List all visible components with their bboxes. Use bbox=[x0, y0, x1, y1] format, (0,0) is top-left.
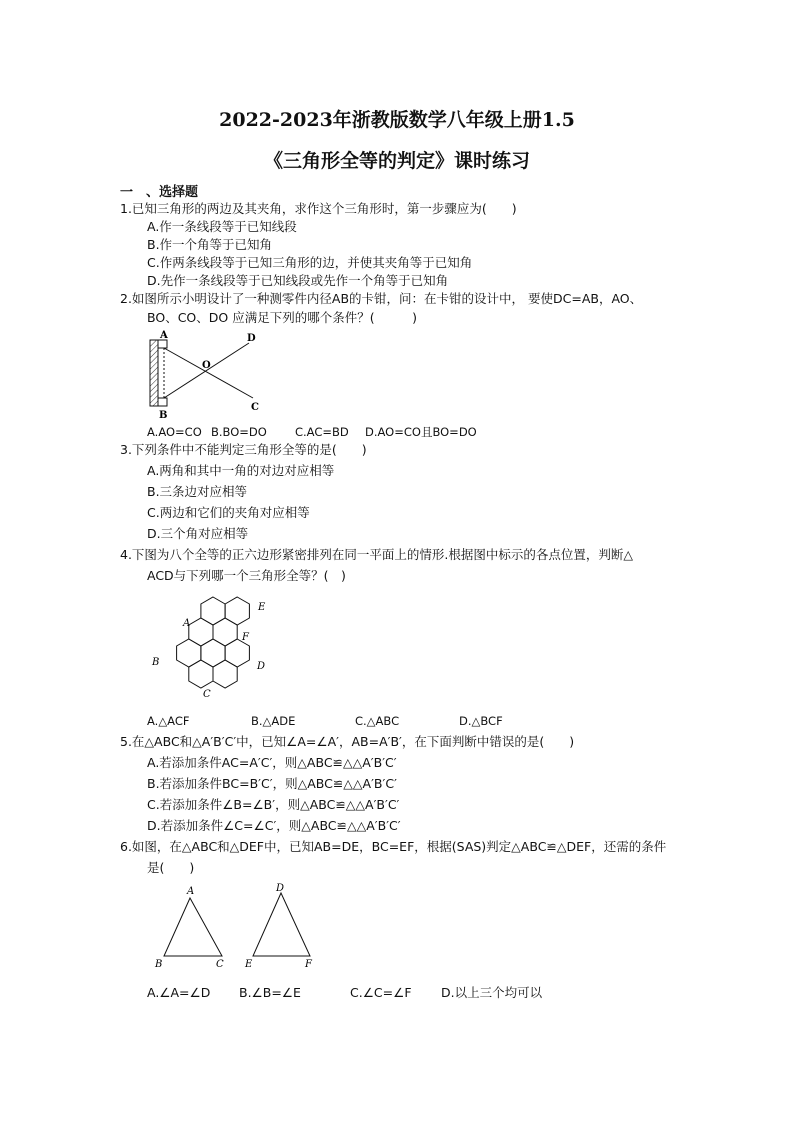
q4-options bbox=[147, 712, 503, 730]
label-c: C bbox=[216, 959, 224, 970]
caliper-figure bbox=[140, 328, 270, 420]
q2-option-b: B.BO=DO bbox=[211, 425, 267, 439]
hexagon bbox=[225, 639, 249, 667]
q2-options bbox=[147, 423, 477, 441]
label-c: C bbox=[251, 402, 259, 413]
q2-option-a: A.AO=CO bbox=[147, 425, 202, 439]
q6-option-c: C.∠C=∠F bbox=[350, 985, 412, 1000]
hexagon bbox=[201, 639, 225, 667]
label-d: D bbox=[257, 661, 266, 672]
q2-stem-2: BO、CO、DO 应满足下列的哪个条件？( ) bbox=[147, 310, 417, 325]
q5-option-a: A.若添加条件AC=A′C′，则△ABC≌△△A′B′C′ bbox=[147, 755, 397, 770]
label-a: A bbox=[160, 330, 168, 341]
label-d: D bbox=[276, 883, 285, 894]
q4-option-c: C.△ABC bbox=[355, 714, 400, 728]
hexagon bbox=[225, 597, 249, 625]
q5-option-c: C.若添加条件∠B=∠B′，则△ABC≌△△A′B′C′ bbox=[147, 797, 400, 812]
q2-option-c: C.AC=BD bbox=[295, 425, 349, 439]
hexagon bbox=[201, 597, 225, 625]
label-c: C bbox=[203, 689, 211, 700]
q1-stem: 1.已知三角形的两边及其夹角，求作这个三角形时，第一步骤应为( ) bbox=[120, 201, 517, 216]
q1-option-a: A.作一条线段等于已知线段 bbox=[147, 219, 297, 234]
q3-option-a: A.两角和其中一角的对边对应相等 bbox=[147, 463, 335, 478]
q6-option-d: D.以上三个均可以 bbox=[441, 985, 543, 1000]
q6-option-b: B.∠B=∠E bbox=[239, 985, 301, 1000]
q6-stem-2: 是( ) bbox=[147, 860, 195, 875]
q6-options bbox=[147, 984, 542, 1002]
triangles-figure bbox=[150, 882, 330, 972]
hexagon bbox=[189, 660, 213, 688]
hexagon bbox=[189, 618, 213, 646]
q6-stem-1: 6.如图，在△ABC和△DEF中，已知AB=DE，BC=EF，根据(SAS)判定△ABC≌△DEF，还需的条件 bbox=[120, 839, 667, 854]
q3-stem: 3.下列条件中不能判定三角形全等的是( ) bbox=[120, 442, 367, 457]
label-f: F bbox=[305, 959, 312, 970]
q4-option-b: B.△ADE bbox=[251, 714, 296, 728]
triangle-abc bbox=[164, 898, 222, 956]
caliper-jaw-top bbox=[158, 340, 167, 348]
q5-option-b: B.若添加条件BC=B′C′，则△ABC≌△△A′B′C′ bbox=[147, 776, 397, 791]
label-f: F bbox=[242, 632, 249, 643]
caliper-handle bbox=[150, 340, 158, 406]
label-e: E bbox=[258, 602, 266, 613]
hexagon-grid-figure bbox=[146, 594, 276, 704]
q3-option-b: B.三条边对应相等 bbox=[147, 484, 248, 499]
hexagon bbox=[213, 660, 237, 688]
label-d: D bbox=[247, 333, 256, 344]
label-o: O bbox=[202, 360, 211, 371]
q2-option-d: D.AO=CO且BO=DO bbox=[365, 425, 477, 439]
label-a: A bbox=[183, 618, 191, 629]
caliper-jaw-bottom bbox=[158, 398, 167, 406]
title-line-2: 《三角形全等的判定》课时练习 bbox=[263, 150, 530, 172]
label-b: B bbox=[155, 959, 163, 970]
q6-option-a: A.∠A=∠D bbox=[147, 985, 211, 1000]
q5-option-d: D.若添加条件∠C=∠C′，则△ABC≌△△A′B′C′ bbox=[147, 818, 401, 833]
hexagon bbox=[213, 618, 237, 646]
q1-option-b: B.作一个角等于已知角 bbox=[147, 237, 273, 252]
hexagon bbox=[177, 639, 201, 667]
q5-stem: 5.在△ABC和△A′B′C′中，已知∠A=∠A′，AB=A′B′，在下面判断中错误的是( ) bbox=[120, 734, 575, 749]
q4-option-d: D.△BCF bbox=[459, 714, 503, 728]
q4-stem-2: ACD与下列哪一个三角形全等？( ) bbox=[147, 568, 346, 583]
label-b: B bbox=[152, 657, 160, 668]
q4-stem-1: 4.下图为八个全等的正六边形紧密排列在同一平面上的情形.根据图中标示的各点位置，判断△ bbox=[120, 547, 634, 562]
label-b: B bbox=[159, 410, 168, 420]
label-a: A bbox=[187, 886, 195, 897]
q4-option-a: A.△ACF bbox=[147, 714, 190, 728]
triangle-def bbox=[253, 893, 310, 956]
label-e: E bbox=[245, 959, 253, 970]
segment-ac bbox=[164, 348, 253, 398]
q2-stem-1: 2.如图所示小明设计了一种测零件内径AB的卡钳，问：在卡钳的设计中， 要使DC=AB，AO、 bbox=[120, 291, 643, 306]
q1-option-d: D.先作一条线段等于已知线段或先作一个角等于已知角 bbox=[147, 273, 449, 288]
q1-option-c: C.作两条线段等于已知三角形的边，并使其夹角等于已知角 bbox=[147, 255, 473, 270]
q3-option-d: D.三个角对应相等 bbox=[147, 526, 249, 541]
section-heading: 一 、选择题 bbox=[120, 185, 199, 200]
title-line-1: 2022-2023年浙教版数学八年级上册1.5 bbox=[219, 109, 575, 131]
q3-option-c: C.两边和它们的夹角对应相等 bbox=[147, 505, 310, 520]
